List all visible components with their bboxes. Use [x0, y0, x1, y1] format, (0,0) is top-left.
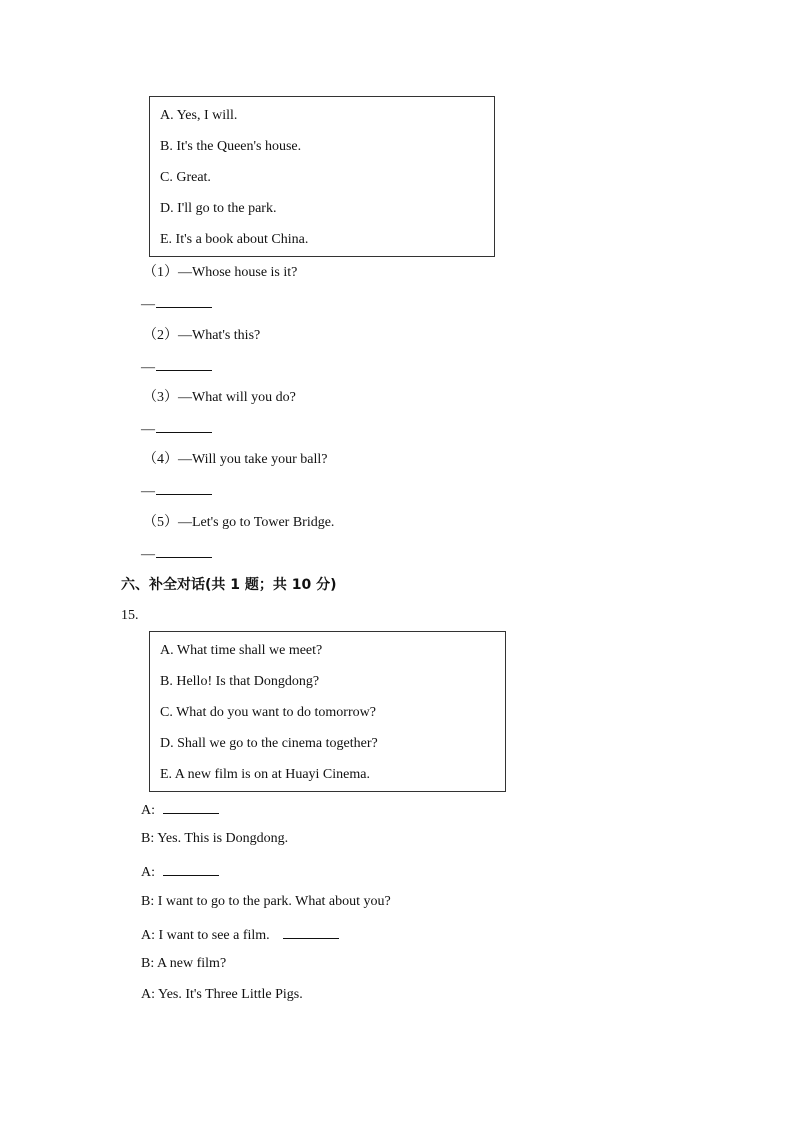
- option-e: E. It's a book about China.: [160, 232, 309, 247]
- dialogue-blank-3[interactable]: [283, 924, 339, 939]
- option-c: C. What do you want to do tomorrow?: [160, 705, 376, 720]
- options-box-1: [149, 96, 495, 257]
- dialogue-line-7: A: Yes. It's Three Little Pigs.: [141, 987, 303, 1002]
- question-4: （4）—Will you take your ball?: [143, 452, 328, 467]
- option-a: A. Yes, I will.: [160, 108, 238, 123]
- option-e: E. A new film is on at Huayi Cinema.: [160, 767, 370, 782]
- question-number: 15.: [121, 608, 139, 623]
- answer-blank-5[interactable]: [156, 545, 212, 558]
- option-b: B. It's the Queen's house.: [160, 139, 302, 154]
- dialogue-line-5: [141, 924, 339, 945]
- answer-dash: —: [141, 547, 155, 562]
- option-d: D. I'll go to the park.: [160, 201, 277, 216]
- answer-line-1: [141, 295, 212, 314]
- answer-blank-2[interactable]: [156, 358, 212, 371]
- dialogue-text: A:: [141, 865, 159, 880]
- dialogue-line-4: B: I want to go to the park. What about you?: [141, 894, 391, 909]
- section-heading: 六、补全对话(共 1 题；共 10 分): [121, 577, 337, 593]
- answer-blank-4[interactable]: [156, 482, 212, 495]
- question-5: （5）—Let's go to Tower Bridge.: [143, 515, 335, 530]
- question-1: （1）—Whose house is it?: [143, 265, 298, 280]
- answer-dash: —: [141, 484, 155, 499]
- answer-line-2: [141, 358, 212, 377]
- answer-line-4: [141, 482, 212, 501]
- option-b: B. Hello! Is that Dongdong?: [160, 674, 320, 689]
- question-2: （2）—What's this?: [143, 328, 261, 343]
- dialogue-text: A:: [141, 803, 159, 818]
- option-c: C. Great.: [160, 170, 211, 185]
- dialogue-line-2: B: Yes. This is Dongdong.: [141, 831, 289, 846]
- answer-dash: —: [141, 422, 155, 437]
- dialogue-line-3: [141, 861, 219, 882]
- dialogue-text: A: I want to see a film.: [141, 928, 277, 943]
- options-box-2: [149, 631, 506, 792]
- answer-line-3: [141, 420, 212, 439]
- dialogue-line-6: B: A new film?: [141, 956, 227, 971]
- option-a: A. What time shall we meet?: [160, 643, 323, 658]
- option-d: D. Shall we go to the cinema together?: [160, 736, 378, 751]
- dialogue-blank-1[interactable]: [163, 799, 219, 814]
- dialogue-blank-2[interactable]: [163, 861, 219, 876]
- question-3: （3）—What will you do?: [143, 390, 296, 405]
- answer-blank-3[interactable]: [156, 420, 212, 433]
- answer-dash: —: [141, 297, 155, 312]
- dialogue-line-1: [141, 799, 219, 820]
- answer-blank-1[interactable]: [156, 295, 212, 308]
- answer-line-5: [141, 545, 212, 564]
- answer-dash: —: [141, 360, 155, 375]
